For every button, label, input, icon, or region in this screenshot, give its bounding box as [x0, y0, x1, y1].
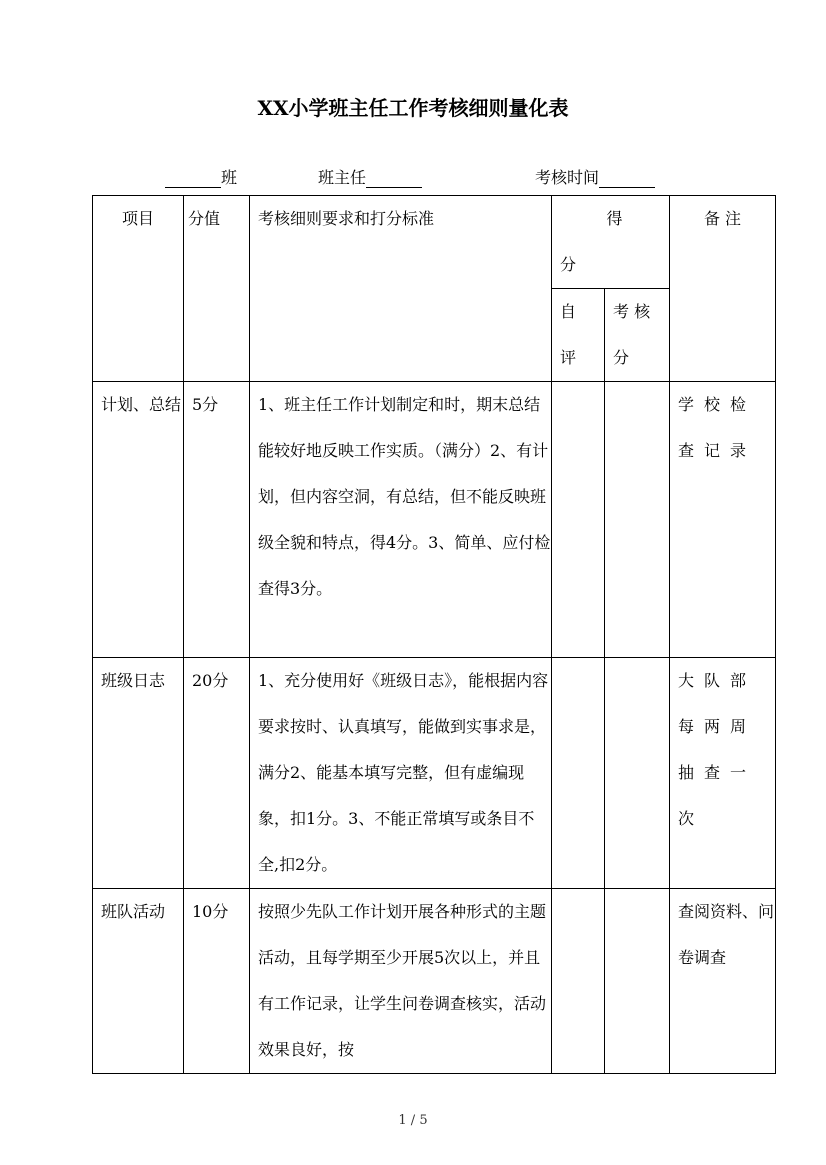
row-item: 计划、总结	[93, 382, 184, 658]
row-assess-cell[interactable]	[605, 658, 670, 889]
teacher-label: 班主任	[318, 168, 367, 187]
row-criteria: 1、充分使用好《班级日志》，能根据内容要求按时、认真填写，能做到实事求是，满分2、能基本填写完整，但有虚编现象，扣1分。3、不能正常填写或条目不全,扣2分。	[250, 658, 552, 889]
header-remark: 备 注	[670, 196, 776, 382]
header-self-eval: 自 评	[552, 289, 605, 382]
table-row	[93, 658, 776, 889]
row-assess-cell[interactable]	[605, 889, 670, 1074]
row-item: 班队活动	[93, 889, 184, 1074]
row-self-eval-cell[interactable]	[552, 658, 605, 889]
teacher-field	[318, 165, 422, 188]
document-title: XX小学班主任工作考核细则量化表	[257, 96, 569, 120]
row-criteria: 1、班主任工作计划制定和时，期末总结能较好地反映工作实质。（满分）2、有计划，但内容空洞，有总结，但不能反映班级全貌和特点，得4分。3、简单、应付检查得3分。	[250, 382, 552, 658]
header-got-score: 得 分	[552, 196, 670, 289]
row-item: 班级日志	[93, 658, 184, 889]
row-score: 10分	[184, 889, 250, 1074]
table-row	[93, 382, 776, 658]
class-blank[interactable]	[165, 169, 221, 188]
header-score: 分值	[184, 196, 250, 382]
time-field	[535, 165, 655, 188]
table-row	[93, 889, 776, 1074]
time-blank[interactable]	[599, 169, 655, 188]
row-score: 5分	[184, 382, 250, 658]
page-indicator: 1 / 5	[398, 1113, 428, 1128]
row-score: 20分	[184, 658, 250, 889]
row-remark: 查阅资料、问卷调查	[670, 889, 776, 1074]
row-remark: 学校检查记录	[670, 382, 776, 658]
row-criteria: 按照少先队工作计划开展各种形式的主题活动，且每学期至少开展5次以上，并且有工作记录，让学生问卷调查核实，活动效果良好，按	[250, 889, 552, 1074]
header-assess-score: 考 核 分	[605, 289, 670, 382]
header-criteria: 考核细则要求和打分标准	[250, 196, 552, 382]
row-self-eval-cell[interactable]	[552, 889, 605, 1074]
time-label: 考核时间	[535, 168, 600, 187]
row-remark: 大队部每两周抽查一次	[670, 658, 776, 889]
assessment-table	[92, 195, 776, 1074]
teacher-blank[interactable]	[366, 169, 422, 188]
header-item: 项目	[93, 196, 184, 382]
row-assess-cell[interactable]	[605, 382, 670, 658]
header-row	[93, 196, 776, 289]
class-field	[165, 165, 237, 188]
class-label: 班	[221, 168, 238, 187]
row-self-eval-cell[interactable]	[552, 382, 605, 658]
